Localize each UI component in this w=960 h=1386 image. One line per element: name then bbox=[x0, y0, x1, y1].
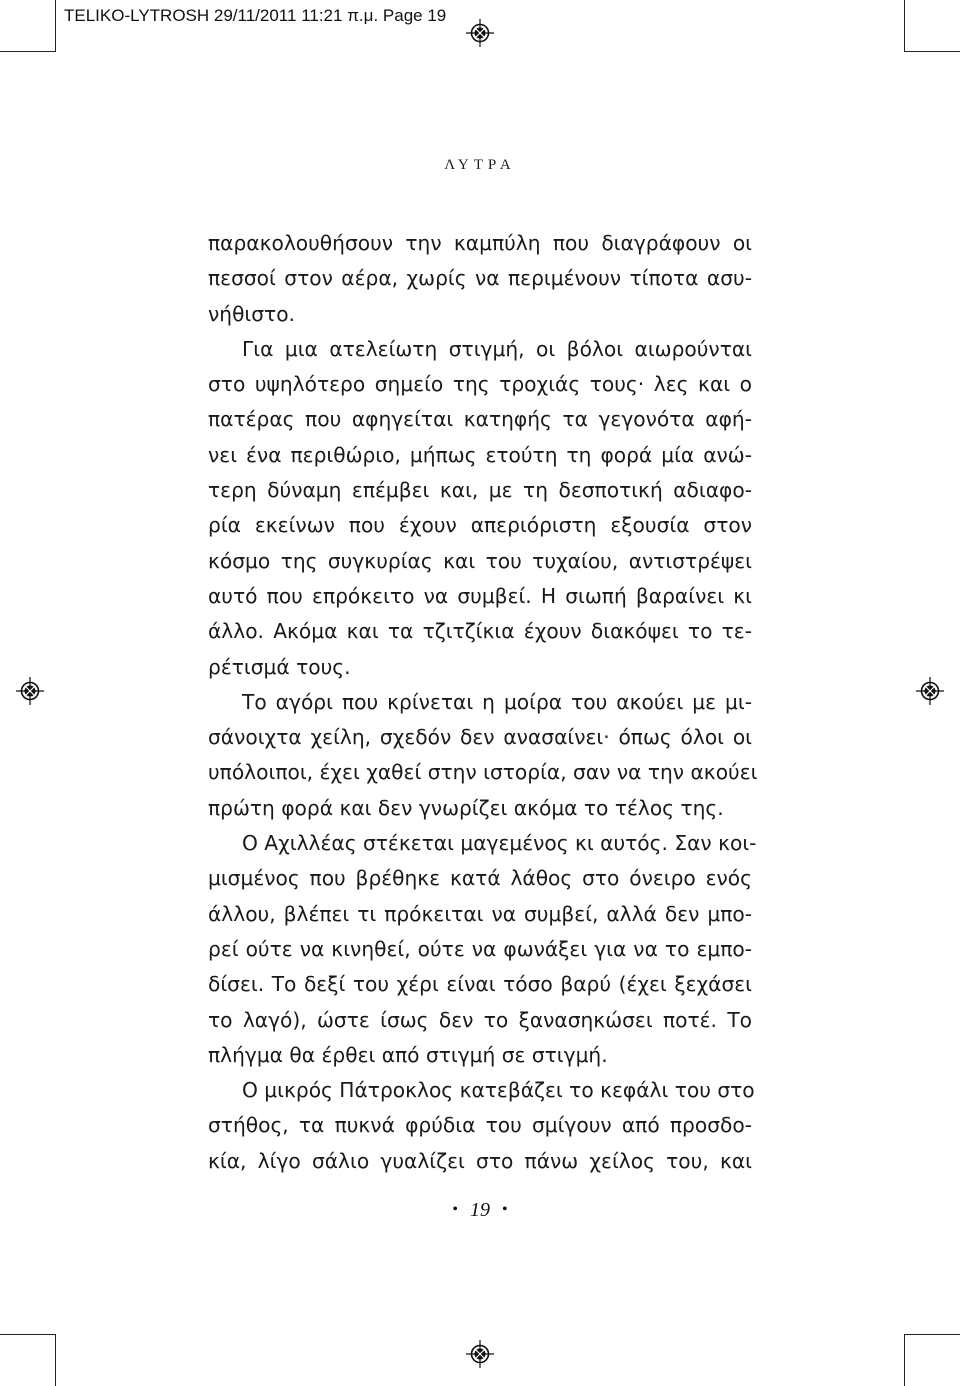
bullet-icon: • bbox=[452, 1201, 458, 1218]
page-number-value: 19 bbox=[470, 1199, 490, 1221]
text-line: τερη δύναμη επέμβει και, με τη δεσποτική αδιαφο- bbox=[208, 478, 752, 503]
text-line: πεσσοί στον αέρα, χωρίς να περιμένουν τίποτα ασυ- bbox=[208, 266, 752, 291]
text-line: Το αγόρι που κρίνεται η μοίρα του ακούει με μι- bbox=[242, 689, 752, 714]
text-line: δίσει. Το δεξί του χέρι είναι τόσο βαρύ (έχει ξεχάσει bbox=[208, 972, 752, 997]
crop-mark-top-right-h bbox=[905, 51, 960, 52]
slug-time: 11:21 π.μ. bbox=[301, 6, 379, 25]
text-line: ρεί ούτε να κινηθεί, ούτε να φωνάξει για να το εμπο- bbox=[208, 936, 752, 961]
text-line: υπόλοιποι, έχει χαθεί στην ιστορία, σαν να την ακούει bbox=[208, 760, 758, 785]
text-line: σάνοιχτα χείλη, σχεδόν δεν ανασαίνει· όπως όλοι οι bbox=[208, 725, 752, 750]
page-number bbox=[0, 1199, 960, 1222]
text-line: άλλου, βλέπει τι πρόκειται να συμβεί, αλλά δεν μπο- bbox=[208, 901, 752, 926]
registration-mark-right-icon bbox=[916, 677, 944, 705]
text-line: ρία εκείνων που έχουν απεριόριστη εξουσία στον bbox=[208, 513, 752, 538]
text-line: νει ένα περιθώριο, μήπως ετούτη τη φορά μία ανώ- bbox=[208, 442, 752, 467]
slug-file: TELIKO-LYTROSH bbox=[64, 6, 210, 25]
page-body-text bbox=[208, 226, 758, 1179]
crop-mark-bottom-left-h bbox=[0, 1334, 55, 1335]
running-head: ΛΥΤΡΑ bbox=[444, 157, 516, 173]
text-line: κόσμο της συγκυρίας και του τυχαίου, αντιστρέψει bbox=[208, 548, 752, 573]
bullet-icon: • bbox=[502, 1201, 508, 1218]
registration-mark-left-icon bbox=[16, 677, 44, 705]
text-line: στο υψηλότερο σημείο της τροχιάς τους· λες και ο bbox=[208, 372, 752, 397]
crop-mark-bottom-right-h bbox=[905, 1334, 960, 1335]
text-line: παρακολουθήσουν την καμπύλη που διαγράφουν οι bbox=[208, 231, 752, 255]
text-line: αυτό που επρόκειτο να συμβεί. Η σιωπή βαραίνει κι bbox=[208, 583, 752, 608]
crop-mark-top-left-h bbox=[0, 51, 55, 52]
print-slug bbox=[64, 6, 446, 26]
text-line: πρώτη φορά και δεν γνωρίζει ακόμα το τέλος της. bbox=[208, 795, 724, 820]
text-line: κία, λίγο σάλιο γυαλίζει στο πάνω χείλος του, και bbox=[208, 1148, 752, 1173]
text-line: πλήγμα θα έρθει από στιγμή σε στιγμή. bbox=[208, 1042, 608, 1067]
text-line: άλλο. Ακόμα και τα τζιτζίκια έχουν διακόψει το τε- bbox=[208, 619, 752, 644]
crop-mark-bottom-right bbox=[904, 1334, 905, 1386]
crop-mark-bottom-left bbox=[55, 1334, 56, 1386]
text-line: νήθιστο. bbox=[208, 301, 295, 326]
slug-date: 29/11/2011 bbox=[213, 6, 297, 25]
text-line: ρέτισμά τους. bbox=[208, 654, 351, 679]
text-line: Ο Αχιλλέας στέκεται μαγεμένος κι αυτός. Σαν κοι- bbox=[242, 831, 757, 856]
registration-mark-bottom-icon bbox=[466, 1340, 494, 1368]
registration-mark-top-icon bbox=[466, 19, 494, 47]
text-line: Ο μικρός Πάτροκλος κατεβάζει το κεφάλι του στο bbox=[242, 1078, 755, 1103]
text-line: μισμένος που βρέθηκε κατά λάθος στο όνειρο ενός bbox=[208, 866, 752, 891]
text-line: πατέρας που αφηγείται κατηφής τα γεγονότα αφή- bbox=[208, 407, 752, 432]
text-line: το λαγό), ώστε ίσως δεν το ξανασηκώσει ποτέ. Το bbox=[208, 1007, 752, 1032]
crop-mark-top-right bbox=[904, 0, 905, 52]
crop-mark-top-left bbox=[55, 0, 56, 52]
text-line: στήθος, τα πυκνά φρύδια του σμίγουν από προσδο- bbox=[208, 1113, 752, 1138]
slug-page-label: Page 19 bbox=[382, 6, 447, 25]
text-line: Για μια ατελείωτη στιγμή, οι βόλοι αιωρούνται bbox=[242, 336, 752, 361]
